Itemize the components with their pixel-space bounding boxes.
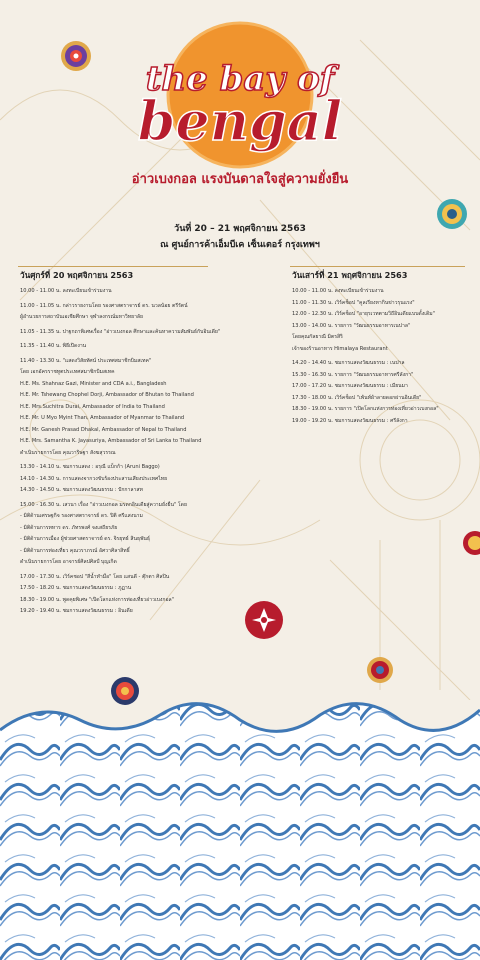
schedule-item: 11.40 - 13.30 น. "แสดงวิสัยทัศน์ ประเทศสมาชิกบิมสเทค": [20, 357, 152, 364]
schedule-item: 17.30 - 18.00 น. เวิร์คช็อป "เพ้นท์ผ้าลายดอกผ่านอินเดีย": [292, 394, 422, 401]
schedule-item: 15.30 - 16.30 น. รายการ "วัฒนธรรมอาหารศรีลังกา": [292, 371, 414, 378]
schedule-item: 11.00 - 11.05 น. กล่าวรายงานโดย รองศาสตราจารย์ ดร. นวลน้อย ตรีรัตน์: [20, 302, 188, 309]
schedule-item: 13.00 - 14.00 น. รายการ "วัฒนธรรมอาหารเนปาล": [292, 322, 411, 329]
schedule-item: 18.30 - 19.00 น. รายการ "เปิดโลกแห่งการท่องเที่ยวอ่าวเบงกอล": [292, 406, 439, 412]
schedule-item: 17.50 - 18.20 น. ชมการแสดงวัฒนธรรม : ภูฏาน: [20, 585, 132, 591]
schedule-item: เจ้าของร้านอาหาร Himalaya Restaurant: [292, 345, 388, 352]
schedule-item: H.E. Ms. Shahnaz Gazi, Minister and CDA a.i., Bangladesh: [20, 380, 167, 387]
event-venue: ณ ศูนย์การค้าเอ็มบีเค เซ็นเตอร์ กรุงเทพฯ: [160, 240, 320, 250]
schedule-item: ดำเนินรายการโดย อาจารย์ศิลปศิลป์ บุญเกิด: [20, 559, 117, 565]
schedule-item: 17.00 - 17.20 น. ชมการแสดงวัฒนธรรม : เมียนมา: [292, 383, 408, 389]
schedule-item: 11.00 - 11.30 น. เวิร์คช็อป "คูลเรียงหากินข่าวรุนแรง": [292, 299, 415, 306]
schedule-item: 14.10 - 14.30 น. การแสดงจากวงขับร้องประสานเสียงประเทศไทย: [20, 475, 168, 482]
schedule-item: โดยคุณกัลยาณี มิตรสิริ: [292, 334, 343, 340]
schedule-item: - มิติด้านการท่องเที่ยว คุณวราภรณ์ อัศวาศิลาสิทธิ์: [20, 547, 130, 554]
schedule-item: 10.00 - 11.00 น. ลงทะเบียนเข้าร่วมงาน: [292, 288, 384, 294]
day2-heading: วันเสาร์ที่ 21 พฤศจิกายน 2563: [292, 270, 408, 280]
schedule-item: H.E. Mr. Ganesh Prasad Dhakal, Ambassador of Nepal to Thailand: [20, 426, 187, 433]
schedule-item: ดำเนินรายการโดย คุณวาริษฐา สังฆสุวรรณ: [20, 449, 116, 456]
schedule-item: 17.00 - 17.30 น. เวิร์คชอป "สีน้ำทำมือ" โดย แสนดี - ตุ๊กตา ศิลปิน: [20, 573, 170, 580]
schedule-item: 19.20 - 19.40 น. ชมการแสดงวัฒนธรรม : อินเดีย: [20, 608, 133, 614]
schedule-item: 14.20 - 14.40 น. ชมการแสดงวัฒนธรรม : เนปาล: [292, 360, 405, 366]
schedule-item: - มิติด้านการทหาร ดร. ภัทรพงศ์ จงเสถียรภัย: [20, 524, 118, 531]
lotus-emblem-icon: [244, 600, 284, 640]
mandala-ornament-icon: [436, 198, 468, 230]
schedule-item: 18.30 - 19.00 น. พูดคุยพิเศษ "เปิดโลกแห่งการท่องเที่ยวอ่าวเบงกอล": [20, 596, 175, 603]
schedule-item: 11.05 - 11.35 น. ปาฐกถาพิเศษเรื่อง "อ่าวเบงกอล ศึกษาและค้นหาความสัมพันธ์กับอินเดีย": [20, 328, 221, 335]
schedule-item: H.E. Mr. U Myo Myint Than, Ambassador of Myanmar to Thailand: [20, 415, 185, 421]
schedule-item: 19.00 - 19.20 น. ชมการแสดงวัฒนธรรม : ศรีลังกา: [292, 417, 408, 424]
event-subtitle: อ่าวเบงกอล แรงบันดาลใจสู่ความยั่งยืน: [131, 172, 349, 187]
event-date: วันที่ 20 – 21 พฤศจิกายน 2563: [174, 224, 306, 234]
divider-left: [18, 266, 208, 267]
mandala-ornament-icon: [366, 656, 394, 684]
day1-schedule: [20, 286, 285, 618]
mandala-ornament-icon: [462, 530, 480, 556]
schedule-item: 12.00 - 12.30 น. เวิร์คช็อป "อายุรเวทตามวิถีอินเดียแบบดั้งเดิม": [292, 311, 435, 317]
schedule-item: 13.30 - 14.10 น. ชมการแสดง : อรุณี แบ็กก้า (Aruni Baggo): [20, 464, 160, 470]
ocean-waves-illustration: [0, 690, 480, 960]
schedule-item: 11.35 - 11.40 น. พิธีเปิดงาน: [20, 343, 87, 349]
day2-schedule: [292, 286, 472, 427]
divider-right: [290, 266, 465, 267]
mandala-ornament-icon: [60, 40, 92, 72]
schedule-item: 14.30 - 14.50 น. ชมการแสดงวัฒนธรรม : ปักกาลาสท: [20, 487, 143, 493]
schedule-item: 15.00 - 16.30 น. เสวนา เรื่อง "อ่าวเบงกอล มรดกอินเดียสู่ความยั่งยืน" โดย: [20, 501, 187, 508]
logo-line1: the bay of: [145, 59, 335, 99]
schedule-item: 10.00 - 11.00 น. ลงทะเบียนเข้าร่วมงาน: [20, 288, 112, 294]
day1-heading: วันศุกร์ที่ 20 พฤศจิกายน 2563: [20, 270, 134, 280]
schedule-item: โดย เอกอัครราชทูตประเทศสมาชิกบิมสเทค: [20, 369, 115, 375]
logo-line2: bengal: [137, 89, 343, 153]
schedule-item: ผู้อำนวยการสถาบันเอเชียศึกษา จุฬาลงกรณ์มหาวิทยาลัย: [20, 314, 144, 320]
schedule-item: H.E. Mr. Tshewang Chophel Dorji, Ambassador of Bhutan to Thailand: [20, 392, 194, 398]
schedule-item: H.E. Mrs.Suchitra Durai, Ambassador of India to Thailand: [20, 403, 165, 410]
schedule-item: - มิติด้านเศรษฐกิจ รองศาสตราจารย์ ดร. ปิติ ศรีแสงนาม: [20, 513, 143, 519]
schedule-item: - มิติด้านการเมือง ผู้ช่วยศาสตราจารย์ ดร. จิรยุทธ์ สินธุพันธุ์: [20, 536, 151, 542]
schedule-item: H.E. Mrs. Samantha K. Jayasuriya, Ambassador of Sri Lanka to Thailand: [20, 438, 202, 444]
